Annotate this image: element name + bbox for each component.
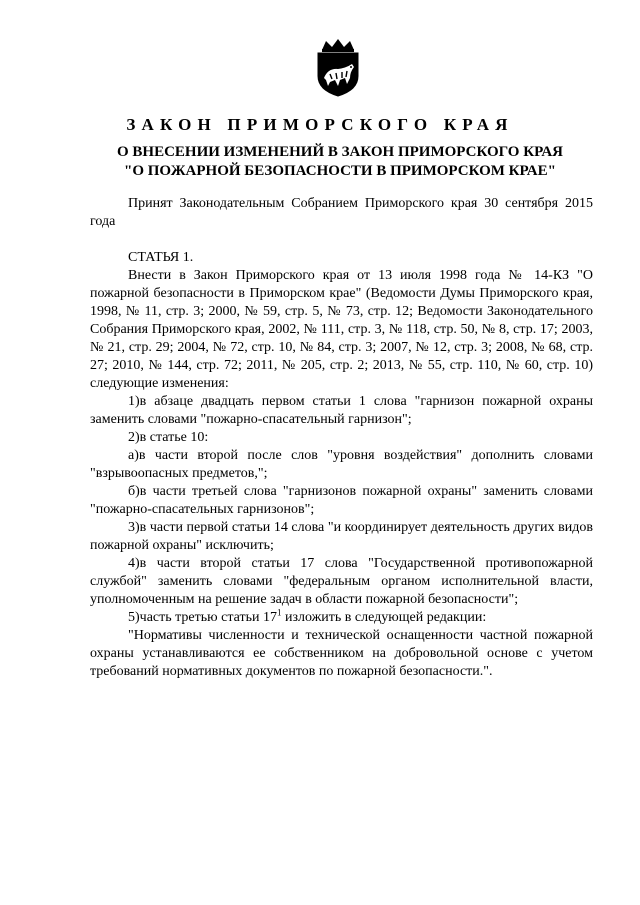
item-4: 4)в части второй статьи 17 слова "Государственной противопожарной службой" заменить словами "федеральным органом исполнительной власти, уполномоченным на решение задач в области пожарной безопасности"; [90, 556, 593, 607]
item-5 [90, 609, 593, 627]
adoption-note: Принят Законодательным Собранием Приморского края 30 сентября 2015 года [90, 196, 593, 229]
item-3: 3)в части первой статьи 14 слова "и координирует деятельность других видов пожарной охраны" исключить; [90, 520, 593, 553]
item-5-superscript: 1 [276, 607, 282, 618]
law-subtitle [0, 143, 640, 181]
coat-of-arms-icon [310, 38, 366, 98]
subtitle-line-1: О ВНЕСЕНИИ ИЗМЕНЕНИЙ В ЗАКОН ПРИМОРСКОГО КРАЯ [117, 144, 563, 160]
quoted-text: "Нормативы численности и технической оснащенности частной пожарной охраны устанавливаются ее собственником на добровольной основе с учетом требований нормативных документов по пожарной безопасности.". [90, 628, 593, 679]
item-2b: б)в части третьей слова "гарнизонов пожарной охраны" заменить словами "пожарно-спасательных гарнизонов"; [90, 484, 593, 517]
law-title: ЗАКОН ПРИМОРСКОГО КРАЯ [126, 115, 514, 134]
article-intro: Внести в Закон Приморского края от 13 июля 1998 года № 14-КЗ "О пожарной безопасности в Приморском крае" (Ведомости Думы Приморского края, 1998, № 11, стр. 3; 2000, № 59, стр. 5, № 73, стр. 12; Ведомости Законодательного Собрания Приморского края, 2002, № 111, стр. 3, № 118, стр. 50, № 8, стр. 17; 2003, № 21, стр. 29; 2004, № 72, стр. 10, № 84, стр. 3; 2007, № 12, стр. 3; 2008, № 68, стр. 27; 2010, № 144, стр. 72; 2011, № 205, стр. 2; 2013, № 55, стр. 110, № 60, стр. 10) следующие изменения: [90, 268, 593, 391]
item-5-text: 5)часть третью статьи 17 [128, 610, 277, 625]
subtitle-line-2: "О ПОЖАРНОЙ БЕЗОПАСНОСТИ В ПРИМОРСКОМ КРАЕ" [124, 163, 556, 179]
law-body [90, 195, 593, 681]
item-2: 2)в статье 10: [128, 430, 209, 445]
item-2a: а)в части второй после слов "уровня воздействия" дополнить словами "взрывоопасных предметов,"; [90, 448, 593, 481]
item-1: 1)в абзаце двадцать первом статьи 1 слова "гарнизон пожарной охраны заменить словами "пожарно-спасательный гарнизон"; [90, 394, 593, 427]
article-heading: СТАТЬЯ 1. [128, 250, 194, 265]
item-5-text-end: изложить в следующей редакции: [281, 610, 487, 625]
